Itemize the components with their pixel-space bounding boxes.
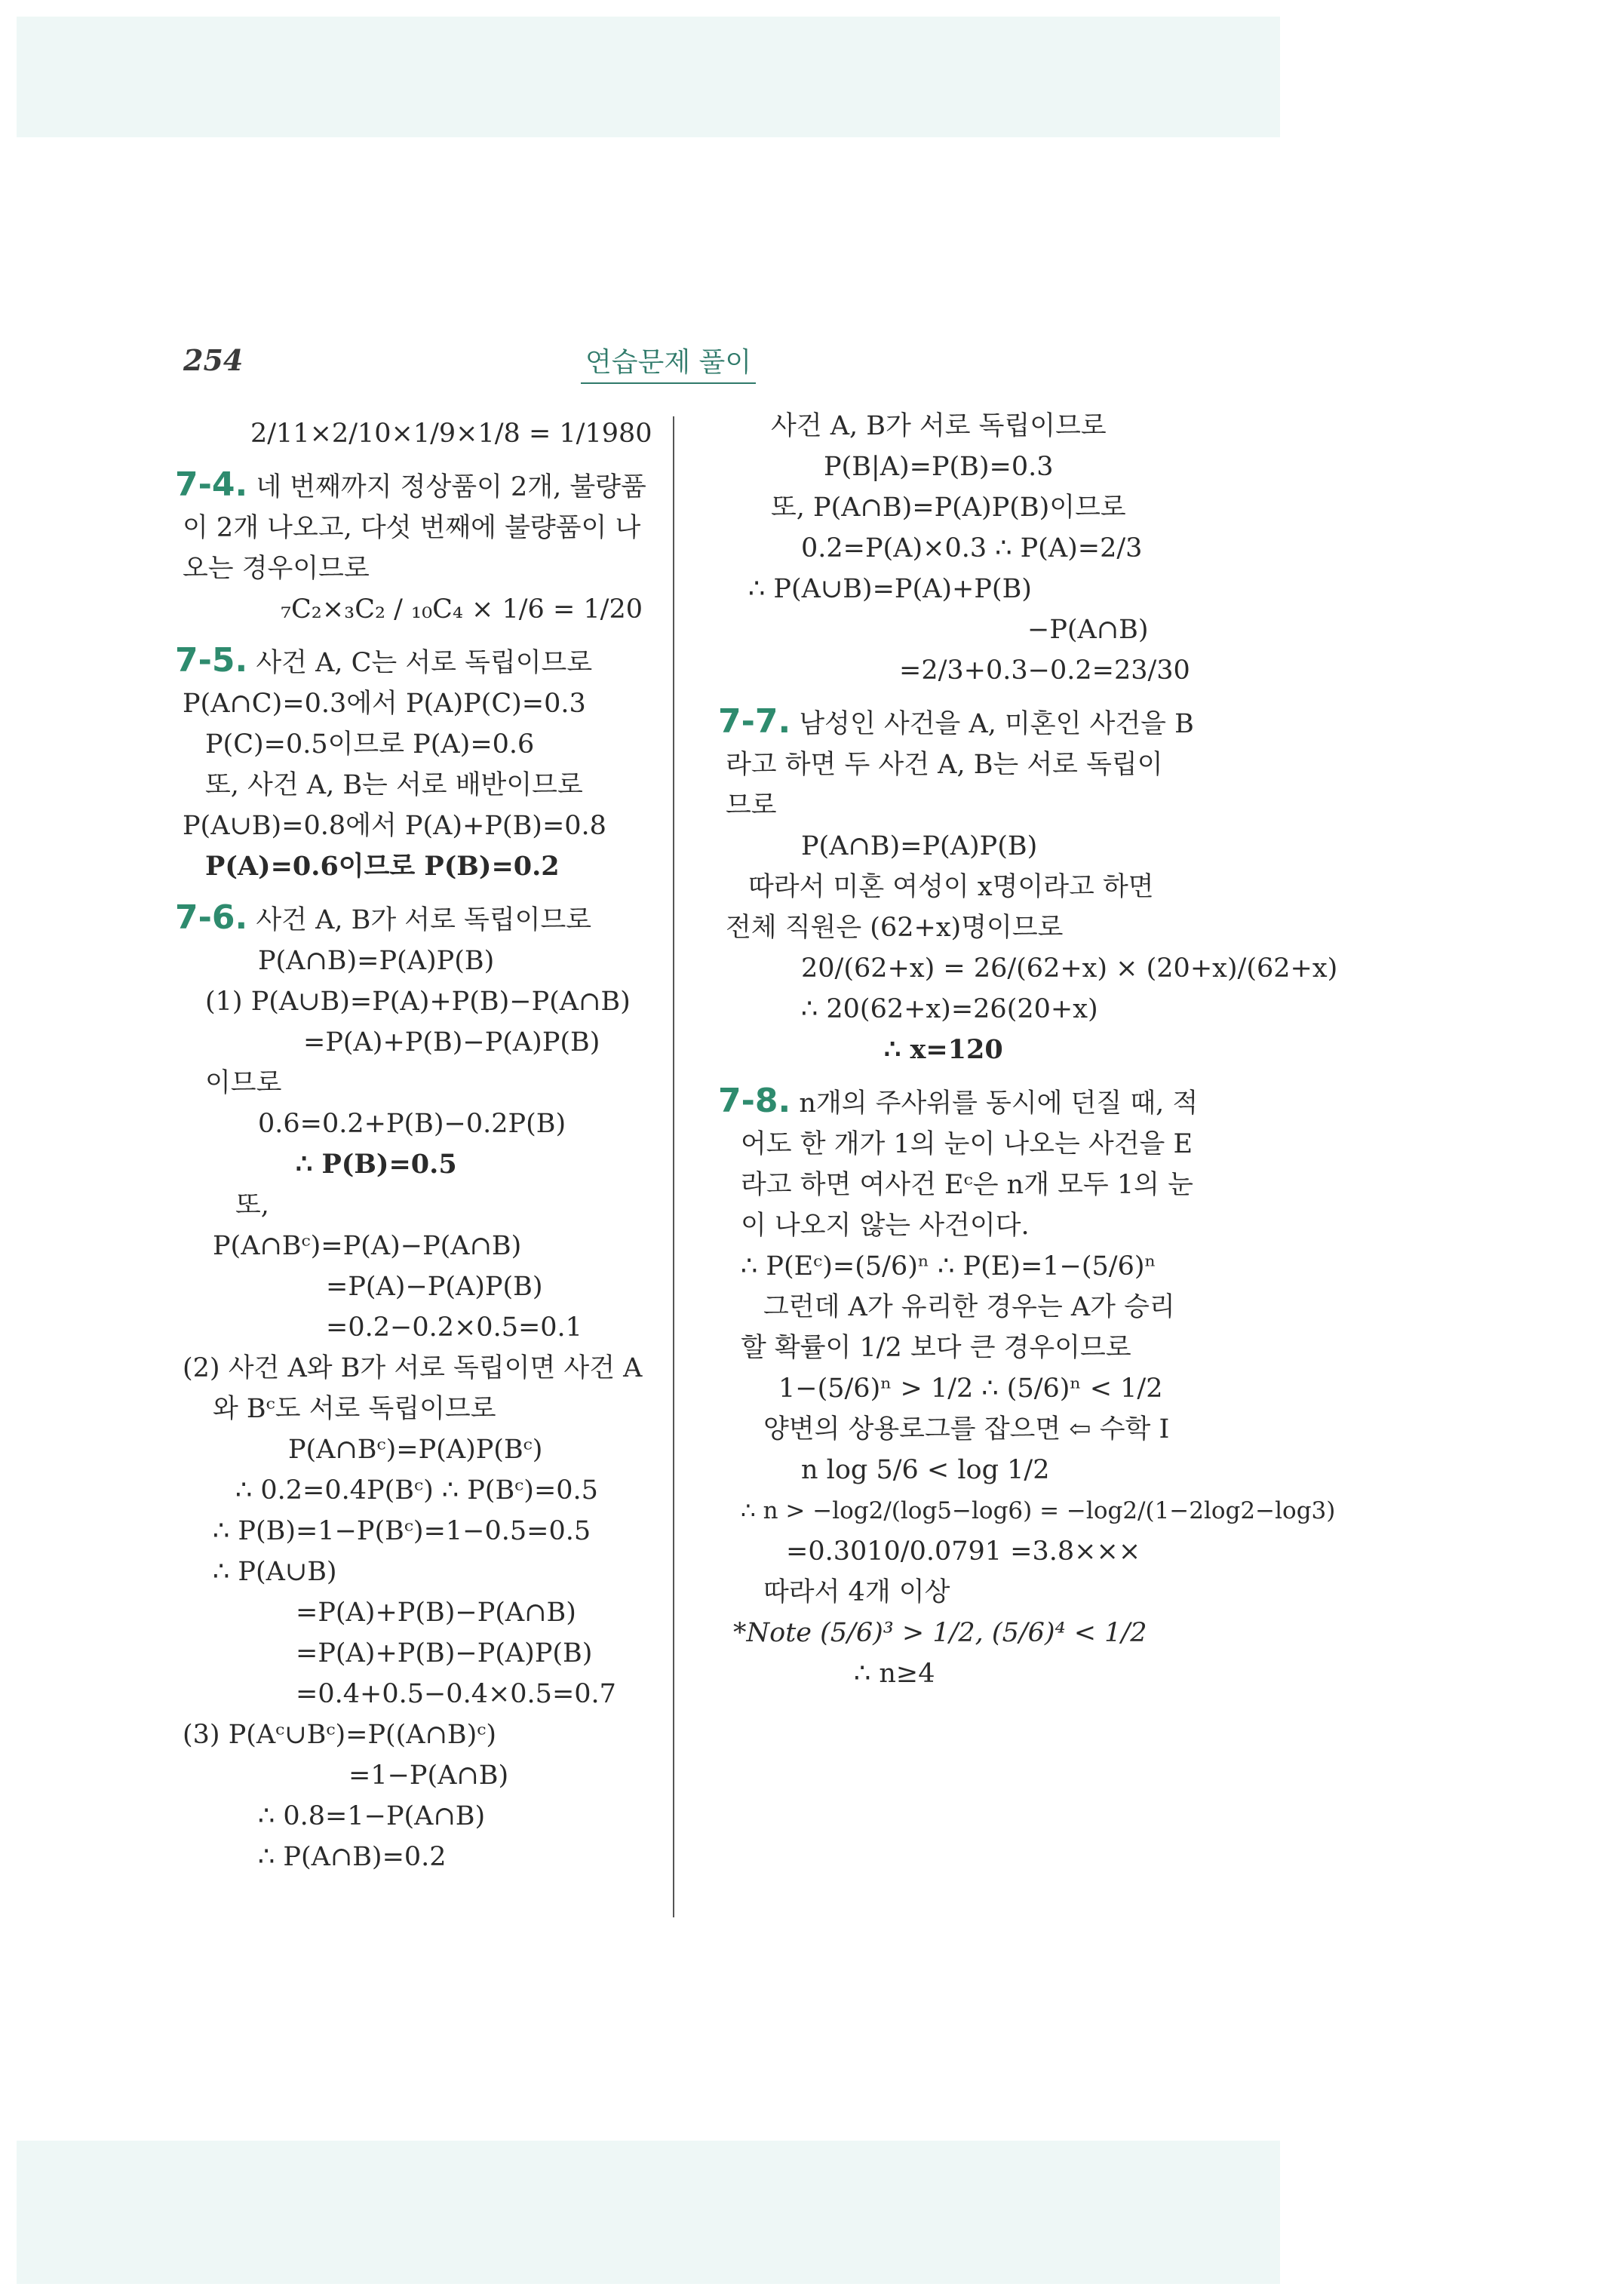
problem-7-4-line: 7-4. 네 번째까지 정상품이 2개, 불량품 <box>175 465 646 504</box>
running-title: 연습문제 풀이 <box>581 341 756 384</box>
problem-number-7-4: 7-4. <box>175 465 248 504</box>
problem-number-7-7: 7-7. <box>718 702 791 741</box>
bottom-color-band <box>17 2141 1280 2284</box>
problem-7-7-line: 7-7. 남성인 사건을 A, 미혼인 사건을 B <box>718 702 1194 741</box>
problem-number-7-6: 7-6. <box>175 898 248 937</box>
column-divider <box>673 416 674 1917</box>
right-column: 사건 A, B가 서로 독립이므로 P(B|A)=P(B)=0.3 또, P(A∩B)=P(A)P(B)이므로 0.2=P(A)×0.3 ∴ P(A)=2/3 ∴ P(A∪B)=P(A)+P(B) −P(A∩B) =2/3+0.3−0.2=23/30 7-7. 남성인 사건을 A, 미혼인 사건을 B 라고 하면 두 사건 A, B는 서로 독립이 므로 P(A∩B)=P(A)P(B) 따라서 미혼 여성이 x명이라고 하면 전체 직원은 (62+x)명이므로 20/(62+x) = 26/(62+x) × (20+x)/(62+x) ∴ 20(62+x)=26(20+x) ∴ x=120 7-8. n개의 주사위를 동시에 던질 때, 적 어도 한 개가 1의 눈이 나오는 사건을 E 라고 하면 여사건 Eᶜ은 n개 모두 1의 눈 이 나오지 않는 사건이다. ∴ P(Eᶜ)=(5/6)ⁿ ∴ P(E)=1−(5/6)ⁿ 그런데 A가 유리한 경우는 A가 승리 할 확률이 1/2 보다 큰 경우이므로 1−(5/6)ⁿ > 1/2 ∴ (5/6)ⁿ < 1/2 양변의 상용로그를 잡으면 ⇦ 수학 I n log 5/6 < log 1/2 ∴ n > −log2/(log5−log6) = −log2/(1−2log2−log3) =0.3010/0.0791 =3.8××× 따라서 4개 이상 *Note (5/6)³ > 1/2, (5/6)⁴ < 1/2 ∴ n≥4 <box>718 411 1338 1689</box>
left-column: 2/11×2/10×1/9×1/8 = 1/1980 7-4. 네 번째까지 정상품이 2개, 불량품 이 2개 나오고, 다섯 번째에 불량품이 나 오는 경우이므로 ₇C₂×₃C₂ / ₁₀C₄ × 1/6 = 1/20 7-5. 사건 A, C는 서로 독립이므로 P(A∩C)=0.3에서 P(A)P(C)=0.3 P(C)=0.5이므로 P(A)=0.6 또, 사건 A, B는 서로 배반이므로 P(A∪B)=0.8에서 P(A)+P(B)=0.8 P(A)=0.6이므로 P(B)=0.2 7-6. 사건 A, B가 서로 독립이므로 P(A∩B)=P(A)P(B) (1) P(A∪B)=P(A)+P(B)−P(A∩B) =P(A)+P(B)−P(A)P(B) 이므로 0.6=0.2+P(B)−0.2P(B) ∴ P(B)=0.5 또, P(A∩Bᶜ)=P(A)−P(A∩B) =P(A)−P(A)P(B) =0.2−0.2×0.5=0.1 (2) 사건 A와 B가 서로 독립이면 사건 A 와 Bᶜ도 서로 독립이므로 P(A∩Bᶜ)=P(A)P(Bᶜ) ∴ 0.2=0.4P(Bᶜ) ∴ P(Bᶜ)=0.5 ∴ P(B)=1−P(Bᶜ)=1−0.5=0.5 ∴ P(A∪B) =P(A)+P(B)−P(A∩B) =P(A)+P(B)−P(A)P(B) =0.4+0.5−0.4×0.5=0.7 (3) P(Aᶜ∪Bᶜ)=P((A∩B)ᶜ) =1−P(A∩B) ∴ 0.8=1−P(A∩B) ∴ P(A∩B)=0.2 <box>175 413 658 1877</box>
problem-7-6-line: 7-6. 사건 A, B가 서로 독립이므로 <box>175 898 592 937</box>
equation-7-7: 20/(62+x) = 26/(62+x) × (20+x)/(62+x) <box>801 953 1338 984</box>
problem-number-7-8: 7-8. <box>718 1082 791 1120</box>
equation-7-4: ₇C₂×₃C₂ / ₁₀C₄ × 1/6 = 1/20 <box>281 594 643 625</box>
note-line: *Note (5/6)³ > 1/2, (5/6)⁴ < 1/2 <box>733 1618 1147 1648</box>
problem-7-5-line: 7-5. 사건 A, C는 서로 독립이므로 <box>175 641 593 680</box>
problem-7-8-line: 7-8. n개의 주사위를 동시에 던질 때, 적 <box>718 1082 1199 1120</box>
problem-number-7-5: 7-5. <box>175 641 248 680</box>
equation-7-3-result: 2/11×2/10×1/9×1/8 = 1/1980 <box>250 419 652 449</box>
page-number: 254 <box>183 343 244 377</box>
top-color-band <box>17 17 1280 137</box>
